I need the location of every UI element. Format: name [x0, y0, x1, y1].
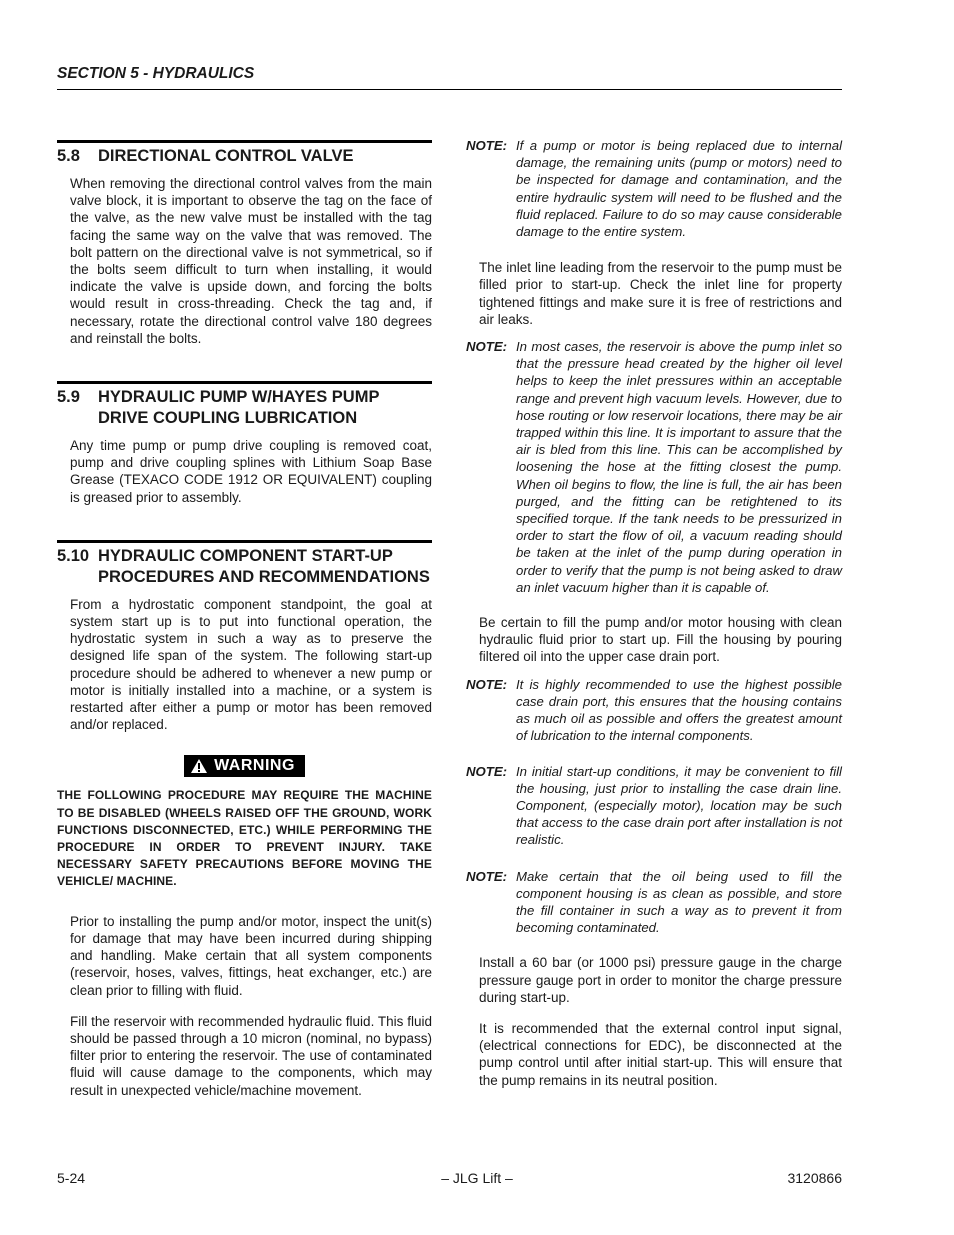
- section-rule: [57, 540, 432, 543]
- note-block: [466, 137, 842, 240]
- warning-triangle-icon: [190, 758, 208, 774]
- paragraph: Install a 60 bar (or 1000 psi) pressure gauge in the charge pressure gauge port in order to monitor the charge pressure during start-up.: [479, 955, 842, 1005]
- note-block: [466, 676, 842, 745]
- section-heading-5-8: [57, 146, 432, 167]
- document-number: 3120866: [787, 1170, 842, 1186]
- header-rule: [57, 89, 842, 90]
- section-title: HYDRAULIC COMPONENT START-UP PROCEDURES AND RECOMMENDATIONS: [98, 546, 430, 586]
- note-label: NOTE:: [466, 763, 508, 779]
- paragraph: Any time pump or pump drive coupling is removed coat, pump and drive coupling splines with Lithium Soap Base Grease (TEXACO CODE 1912 OR EQUIVALENT) coupling is greased prior to assembly.: [70, 438, 432, 505]
- section-heading-5-10: [57, 546, 432, 588]
- note-block: [466, 763, 842, 849]
- section-rule: [57, 140, 432, 143]
- section-title: DIRECTIONAL CONTROL VALVE: [98, 147, 354, 165]
- section-rule: [57, 381, 432, 384]
- note-block: [466, 868, 842, 937]
- note-label: NOTE:: [466, 138, 508, 153]
- warning-text: THE FOLLOWING PROCEDURE MAY REQUIRE THE MACHINE TO BE DISABLED (WHEELS RAISED OFF THE GROUND, WORK FUNCTIONS DISCONNECTED, ETC.) WHILE PERFORMING THE PROCEDURE IN ORDER TO PREVENT INJURY. TAKE NECESSARY SAFETY PRECAUTIONS BEFORE MOVING THE VEHICLE/ MACHINE.: [57, 788, 432, 889]
- paragraph: It is recommended that the external control input signal, (electrical connections for EDC), be disconnected at the pump control until after initial start-up. This will ensure that the pump remains in its neutral position.: [479, 1020, 842, 1088]
- right-column: [466, 137, 842, 1089]
- section-header: SECTION 5 - HYDRAULICS: [57, 65, 255, 82]
- note-label: NOTE:: [466, 676, 508, 692]
- note-text: Make certain that the oil being used to fill the component housing is as clean as possible, and store the fill container in such a way as to prevent it from becoming contaminated.: [516, 868, 842, 936]
- warning-label: WARNING: [214, 757, 295, 775]
- paragraph: Fill the reservoir with recommended hydraulic fluid. This fluid should be passed through a 10 micron (nominal, no bypass) filter prior to entering the reservoir. The use of contaminated fluid will cause damage to the components, which may result in unexpected vehicle/machine movement.: [70, 1013, 432, 1098]
- note-text: In most cases, the reservoir is above the pump inlet so that the pressure head created by the higher oil level helps to keep the inlet pressures within an acceptable range and prevent high vacuum levels. However, due to hose routing or low reservoir locations, there may be air trapped within this line. It is important to assure that the air is bled from this line. This can be accomplished by loosening the hose at the fitting closest the pump. When oil begins to flow, the line is full, the air has been purged, and the fitting can be retightened to its specified torque. If the tank needs to be pressurized in order to start the flow of oil, a vacuum reading should be taken at the inlet of the pump during operation in order to verify that the pump is not being asked to draw an inlet vacuum higher than it is capable of.: [516, 339, 842, 595]
- section-number: 5.9: [57, 388, 80, 407]
- left-column: [57, 140, 432, 1099]
- paragraph: From a hydrostatic component standpoint, the goal at system start up is to put into functional operation, the hydrostatic system in such a way as to preserve the designed life span of the system. The following start-up procedure should be adhered to whenever a new pump or motor is initially installed into a machine, or a system is restarted after either a pump or motor has been removed and/or replaced.: [70, 596, 432, 733]
- note-text: If a pump or motor is being replaced due to internal damage, the remaining units (pump or motors) need to be inspected for damage and contamination, and the entire hydraulic system will need to be flushed and the fluid replaced. Failure to do so may cause considerable damage to the entire system.: [516, 138, 842, 240]
- page-number: 5-24: [57, 1170, 86, 1186]
- note-text: It is highly recommended to use the highest possible case drain port, this ensures that the housing contains as much oil as possible and offers the greatest amount of lubrication to the internal components.: [516, 676, 842, 744]
- note-block: [466, 338, 842, 596]
- footer-publisher: – JLG Lift –: [441, 1170, 513, 1186]
- section-number: 5.8: [57, 147, 80, 165]
- warning-badge: [184, 755, 305, 777]
- note-label: NOTE:: [466, 868, 508, 884]
- note-text: In initial start-up conditions, it may be convenient to fill the housing, just prior to installing the case drain line. Component, (especially motor), location may be such that access to the case drain port after installation is not realistic.: [516, 763, 842, 848]
- section-heading-5-9: [57, 387, 432, 429]
- note-label: NOTE:: [466, 339, 508, 355]
- section-title: HYDRAULIC PUMP W/HAYES PUMP DRIVE COUPLING LUBRICATION: [98, 388, 380, 428]
- section-number: 5.10: [57, 546, 90, 565]
- paragraph: Be certain to fill the pump and/or motor housing with clean hydraulic fluid prior to start up. Fill the housing by pouring filtered oil into the upper case drain port.: [479, 615, 842, 665]
- warning-block: [57, 755, 432, 779]
- paragraph: The inlet line leading from the reservoir to the pump must be filled prior to start-up. Check the inlet line for property tightened fittings and make sure it is free of restrictions and air leaks.: [479, 260, 842, 327]
- paragraph: Prior to installing the pump and/or motor, inspect the unit(s) for damage that may have been incurred during shipping and handling. Make certain that all system components (reservoir, hoses, valves, fittings, heat exchanger, etc.) are clean prior to filling with fluid.: [70, 913, 432, 998]
- paragraph: When removing the directional control valves from the main valve block, it is important to observe the tag on the face of the valve, as the new valve must be installed with the tag facing the same way on the valve that was removed. The bolt pattern on the directional valve is not symmetrical, so if the bolts seem difficult to turn when installing, it would indicate the valve is upside down, and forcing the bolts would result in cross-threading. Check the tag and, if necessary, rotate the directional control valve 180 degrees and reinstall the bolts.: [70, 176, 432, 346]
